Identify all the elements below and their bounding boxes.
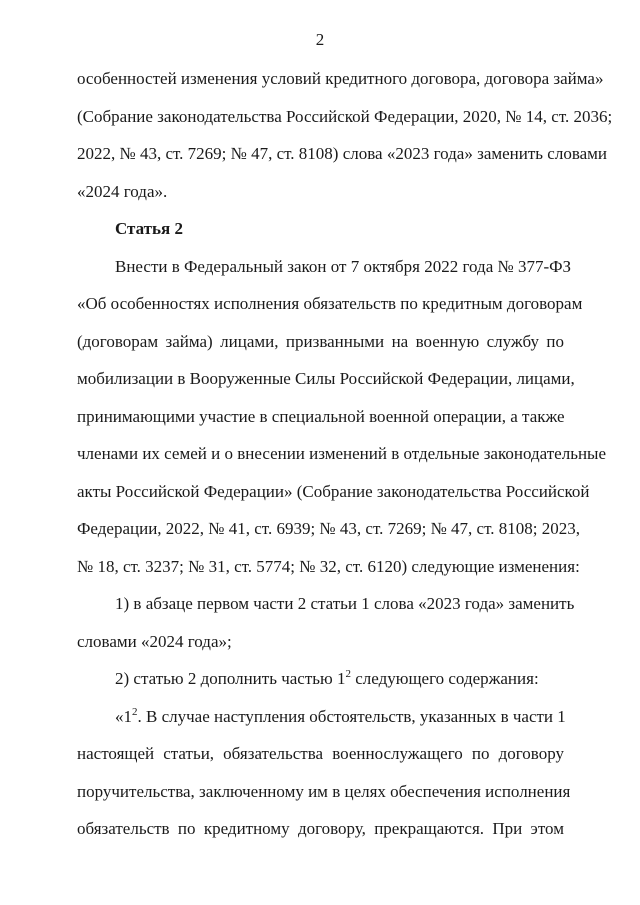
text-line: (договорам займа) лицами, призванными на военную службу по bbox=[77, 331, 564, 351]
text-segment: . В случае наступления обстоятельств, указанных в части 1 bbox=[137, 706, 566, 726]
text-line: членами их семей и о внесении изменений в отдельные законодательные bbox=[77, 444, 607, 463]
text-line bbox=[77, 660, 564, 698]
document-body bbox=[77, 60, 613, 848]
text-line: настоящей статьи, обязательства военнослужащего по договору bbox=[77, 744, 564, 763]
page-number: 2 bbox=[315, 30, 325, 49]
text-line: поручительства, заключенному им в целях обеспечения исполнения bbox=[77, 781, 571, 801]
text-line: мобилизации в Вооруженные Силы Российской Федерации, лицами, bbox=[77, 369, 575, 388]
text-line: № 18, ст. 3237; № 31, ст. 5774; № 32, ст. 6120) следующие изменения: bbox=[77, 556, 580, 576]
text-line: (Собрание законодательства Российской Федерации, 2020, № 14, ст. 2036; bbox=[77, 106, 613, 126]
text-line: словами «2024 года»; bbox=[77, 631, 232, 651]
text-segment: следующего содержания: bbox=[351, 669, 539, 688]
text-line: принимающими участие в специальной военной операции, а также bbox=[77, 406, 565, 426]
text-segment: «1 bbox=[115, 706, 132, 726]
text-line: 2022, № 43, ст. 7269; № 47, ст. 8108) слова «2023 года» заменить словами bbox=[77, 144, 608, 163]
text-line: обязательств по кредитному договору, прекращаются. При этом bbox=[77, 819, 564, 838]
superscript: 2 bbox=[345, 668, 351, 680]
text-line: особенностей изменения условий кредитного договора, договора займа» bbox=[77, 69, 604, 88]
text-line: «Об особенностях исполнения обязательств по кредитным договорам bbox=[77, 294, 583, 313]
superscript: 2 bbox=[132, 705, 138, 718]
text-line: Федерации, 2022, № 41, ст. 6939; № 43, ст. 7269; № 47, ст. 8108; 2023, bbox=[77, 519, 580, 538]
text-line: акты Российской Федерации» (Собрание законодательства Российской bbox=[77, 481, 590, 501]
text-line: 1) в абзаце первом части 2 статьи 1 слова «2023 года» заменить bbox=[115, 594, 575, 613]
text-line: «2024 года». bbox=[77, 181, 168, 201]
text-line bbox=[77, 698, 564, 736]
article-heading: Статья 2 bbox=[115, 219, 183, 238]
text-segment: 2) статью 2 дополнить частью 1 bbox=[115, 669, 346, 688]
text-line: Внести в Федеральный закон от 7 октября 2022 года № 377-ФЗ bbox=[115, 256, 572, 276]
